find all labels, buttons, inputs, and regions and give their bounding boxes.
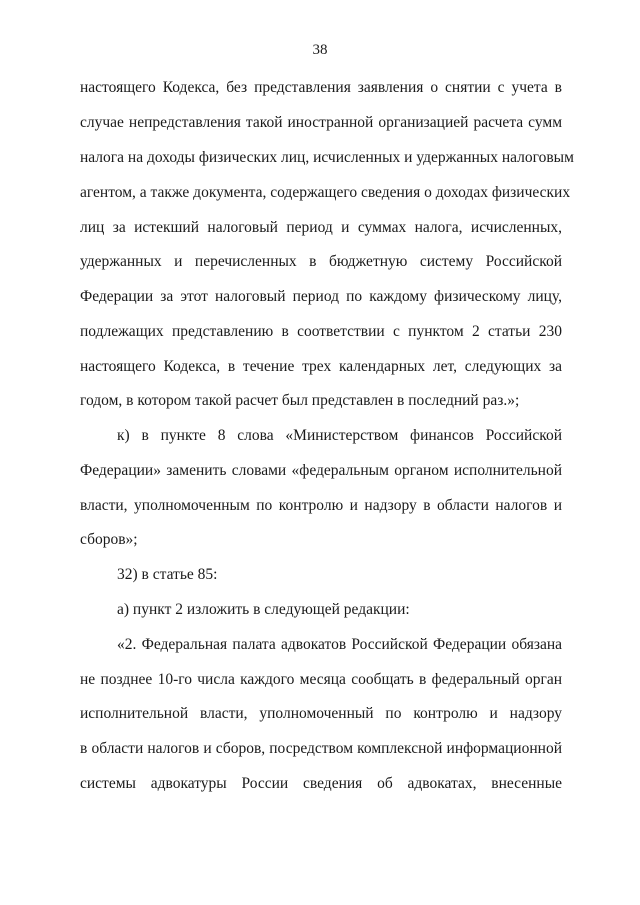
text-line-8: подлежащих представлению в соответствии с пунктом 2 статьи 230: [80, 323, 562, 340]
text-line-14: сборов»;: [80, 531, 138, 548]
page-number: 38: [312, 42, 328, 58]
text-line-11: к) в пункте 8 слова «Министерством финансов Российской: [117, 427, 562, 444]
text-line-16: а) пункт 2 изложить в следующей редакции:: [117, 601, 410, 618]
text-line-20: в области налогов и сборов, посредством комплексной информационной: [80, 740, 562, 757]
text-line-13: власти, уполномоченным по контролю и надзору в области налогов и: [80, 497, 562, 514]
text-line-10: годом, в котором такой расчет был представлен в последний раз.»;: [80, 392, 520, 409]
text-line-1: настоящего Кодекса, без представления заявления о снятии с учета в: [80, 79, 562, 96]
text-line-5: лиц за истекший налоговый период и суммах налога, исчисленных,: [80, 219, 562, 236]
text-line-3: налога на доходы физических лиц, исчисленных и удержанных налоговым: [80, 149, 574, 166]
text-line-7: Федерации за этот налоговый период по каждому физическому лицу,: [80, 288, 562, 305]
text-line-2: случае непредставления такой иностранной организацией расчета сумм: [80, 114, 562, 131]
text-line-21: системы адвокатуры России сведения об адвокатах, внесенные: [80, 775, 562, 792]
text-line-9: настоящего Кодекса, в течение трех календарных лет, следующих за: [80, 358, 562, 375]
text-line-12: Федерации» заменить словами «федеральным органом исполнительной: [80, 462, 562, 479]
text-line-18: не позднее 10-го числа каждого месяца сообщать в федеральный орган: [80, 671, 562, 688]
text-line-19: исполнительной власти, уполномоченный по контролю и надзору: [80, 705, 562, 722]
text-line-17: «2. Федеральная палата адвокатов Российской Федерации обязана: [117, 636, 562, 653]
text-line-15: 32) в статье 85:: [117, 566, 218, 583]
text-line-4: агентом, а также документа, содержащего сведения о доходах физических: [80, 184, 571, 201]
text-line-6: удержанных и перечисленных в бюджетную систему Российской: [80, 253, 562, 270]
